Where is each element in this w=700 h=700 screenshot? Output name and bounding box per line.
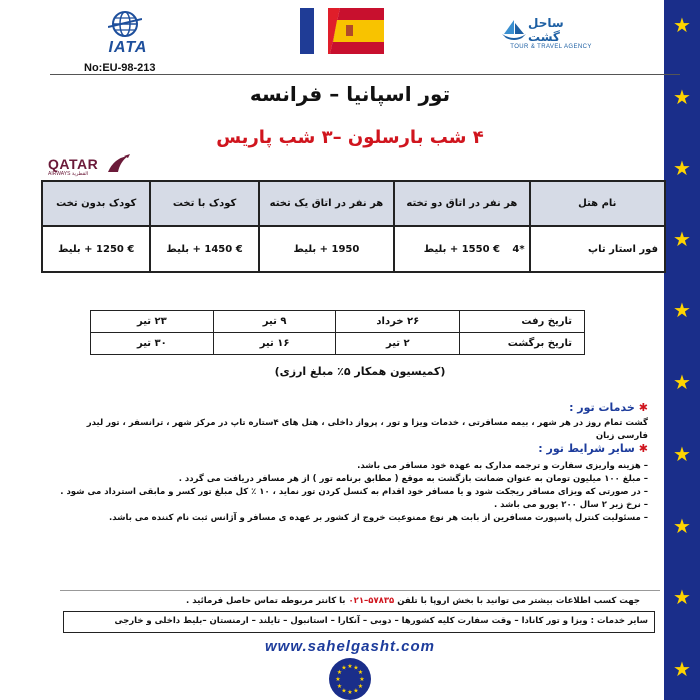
conditions-heading: ✱سایر شرایط تور :: [538, 442, 648, 455]
website-link[interactable]: www.sahelgasht.com: [265, 638, 435, 655]
star-icon: ★: [673, 585, 691, 609]
svg-text:★: ★: [357, 683, 364, 690]
agency-logo: [498, 12, 604, 56]
boat-icon: [500, 18, 528, 42]
qatar-airways-logo: [40, 154, 140, 180]
svg-text:★: ★: [359, 676, 365, 683]
divider: [50, 74, 680, 75]
table-row: [91, 311, 585, 333]
iata-text: IATA: [108, 39, 148, 56]
france-spain-flags: [300, 8, 384, 54]
airline-name: QATAR: [48, 156, 99, 172]
svg-text:★: ★: [347, 663, 353, 670]
page-title: تور اسپانیا – فرانسه: [249, 82, 451, 106]
oryx-icon: [106, 154, 132, 174]
price-double: € 1550 + بلیط: [394, 226, 529, 272]
contact-phone: ۵۷۸۳۵–۰۲۱: [348, 596, 395, 606]
star-icon: ★: [673, 85, 691, 109]
airline-sub: AIRWAYS القطرية: [48, 171, 89, 177]
star-icon: ★: [673, 370, 691, 394]
contact-after: با کانتر مربوطه تماس حاصل فرمائید .: [186, 596, 346, 606]
price-table: [41, 180, 666, 273]
departure-label: تاریخ رفت: [460, 311, 585, 333]
header-child-nobed: کودک بدون تخت: [42, 181, 150, 226]
services-text: گشت تمام روز در هر شهر ، بیمه مسافرتی ، خدمات ویزا و تور ، پرواز داخلی ، هتل های ۴ستاره تاپ در مرکز شهر ، ترانسفر ، تور لیدر: [86, 418, 648, 428]
departure-date: ۹ تیر: [213, 311, 336, 333]
condition-item: – هزینه واریزی سفارت و ترجمه مدارک به عهده خود مسافر می باشد.: [357, 461, 648, 471]
divider: [60, 590, 660, 591]
star-icon: ★: [673, 227, 691, 251]
header-hotel: نام هتل: [530, 181, 665, 226]
star-icon: ★: [673, 156, 691, 180]
services-heading: ✱خدمات تور :: [569, 401, 648, 414]
departure-date: ۲۶ خرداد: [336, 311, 460, 333]
page-subtitle: ۴ شب بارسلون –۳ شب پاریس: [216, 127, 484, 148]
condition-item: – در صورتی که ویزای مسافر ریجکت شود و یا مسافر خود اقدام به کنسل کردن تور نماید ، ۱۰ ٪ کل مبلغ تور کسر و مابقی استرداد می شود .: [60, 487, 648, 497]
svg-text:★: ★: [336, 683, 343, 690]
svg-text:★: ★: [336, 669, 343, 676]
eu-stars-icon: [328, 657, 372, 700]
return-date: ۱۶ تیر: [213, 333, 336, 355]
globe-icon: [108, 10, 142, 38]
services-text-2: فارسی زبان: [595, 431, 648, 441]
star-strip: [664, 0, 700, 700]
contact-line: [80, 596, 640, 606]
svg-text:★: ★: [353, 687, 359, 695]
departure-date: ۲۳ تیر: [91, 311, 214, 333]
header-child-bed: کودک با تخت: [150, 181, 258, 226]
asterisk-icon: ✱: [638, 401, 648, 414]
condition-item: – مسئولیت کنترل پاسپورت مسافرین از بابت هر نوع ممنوعیت خروج از کشور بر عهده ی مسافر و آژانس ثبت نام کننده می باشد.: [109, 513, 648, 523]
header-double: هر نفر در اتاق دو تخته: [394, 181, 529, 226]
price-child-bed: € 1450 + بلیط: [150, 226, 258, 272]
iata-logo: [88, 10, 168, 56]
contact-before: جهت کسب اطلاعات بیشتر می توانید با بخش اروپا با تلفن: [397, 596, 640, 606]
svg-text:★: ★: [357, 669, 364, 676]
hotel-name: فور استار تاپ: [588, 243, 658, 255]
price-single: 1950 + بلیط: [259, 226, 394, 272]
tour-code: No:EU-98-213: [84, 62, 156, 74]
svg-text:★: ★: [341, 664, 347, 672]
other-services-box: سایر خدمات : ویزا و تور کانادا – وقت سفارت کلیه کشورها – دوبی – آنکارا – استانبول – تایلند – ارمنستان –بلیط داخلی و خارجی: [63, 611, 655, 633]
price-child-nobed: € 1250 + بلیط: [42, 226, 150, 272]
asterisk-icon: ✱: [638, 442, 648, 455]
header-single: هر نفر در اتاق یک تخته: [259, 181, 394, 226]
condition-item: – نرخ زیر ۲ سال ۲۰۰ یورو می باشد .: [493, 500, 648, 510]
star-icon: ★: [673, 298, 691, 322]
star-icon: ★: [673, 442, 691, 466]
return-label: تاریخ برگشت: [460, 333, 585, 355]
table-row: [91, 333, 585, 355]
commission-note: (کمیسیون همکار ۵٪ مبلغ ارزی): [274, 365, 446, 378]
table-row: [42, 226, 665, 272]
svg-text:★: ★: [347, 689, 353, 696]
star-icon: ★: [673, 13, 691, 37]
star-icon: ★: [673, 657, 691, 681]
agency-subtitle: TOUR & TRAVEL AGENCY: [510, 44, 592, 50]
svg-text:★: ★: [335, 676, 341, 683]
agency-name: ساحل گشت: [528, 16, 564, 44]
svg-text:★: ★: [353, 664, 359, 672]
hotel-stars: *4: [512, 243, 525, 255]
condition-item: – مبلغ ۱۰۰ میلیون تومان به عنوان ضمانت بازگشت به موقع ( مطابق برنامه تور ) از هر مسافر دریافت می گردد .: [178, 474, 648, 484]
return-date: ۲ تیر: [336, 333, 460, 355]
svg-text:★: ★: [341, 687, 347, 695]
hotel-cell: [512, 226, 665, 272]
star-icon: ★: [673, 514, 691, 538]
dates-table: [90, 310, 585, 355]
table-header-row: [42, 181, 665, 226]
return-date: ۳۰ تیر: [91, 333, 214, 355]
